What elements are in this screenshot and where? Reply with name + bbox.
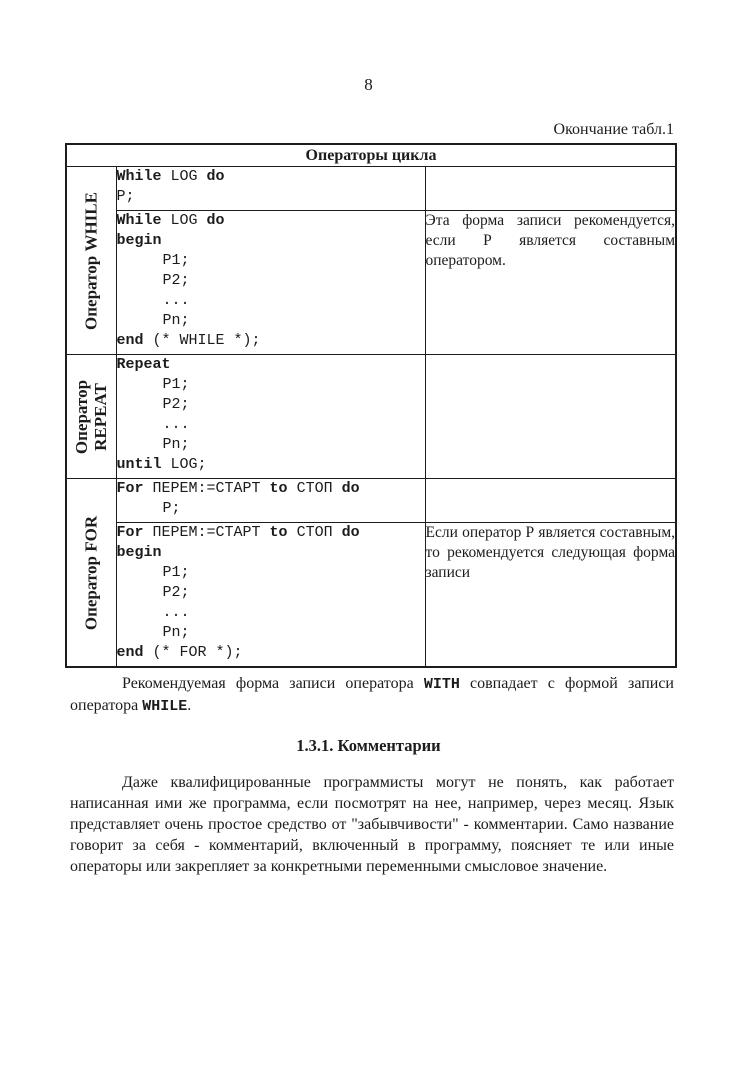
code-line: until LOG; [116, 456, 207, 473]
code-cell [116, 479, 425, 523]
table-row [66, 167, 676, 211]
keyword-while: WHILE [142, 698, 188, 715]
keyword-with: WITH [423, 676, 460, 693]
table-caption: Окончание табл.1 [553, 121, 674, 138]
table-row [66, 479, 676, 523]
table-row [66, 523, 676, 668]
section-title: 1.3.1. Комментарии [296, 736, 441, 755]
table-header: Операторы цикла [66, 144, 676, 167]
code-line: P; [116, 188, 135, 205]
code-line: ... [162, 292, 190, 309]
code-line: Pn; [162, 312, 190, 329]
code-line: ... [162, 604, 190, 621]
code-line: P; [162, 500, 181, 517]
code-line: P2; [162, 584, 190, 601]
table-row [66, 211, 676, 355]
code-line: P2; [162, 396, 190, 413]
code-line: end (* WHILE *); [116, 332, 261, 349]
table-row [66, 355, 676, 479]
code-line: P1; [162, 564, 190, 581]
code-line: While LOG do [116, 212, 225, 229]
code-line: begin [116, 232, 162, 249]
code-line: For ПЕРЕМ:=СТАРТ to СТОП do [116, 524, 360, 541]
code-line: For ПЕРЕМ:=СТАРТ to СТОП do [116, 480, 360, 497]
note-cell: Эта форма записи рекомендуется, если Р является составным оператором. [425, 211, 676, 355]
note-cell [425, 479, 676, 523]
code-line: Pn; [162, 624, 190, 641]
code-cell [116, 355, 425, 479]
code-line: P1; [162, 376, 190, 393]
code-cell [116, 523, 425, 668]
code-line: P2; [162, 272, 190, 289]
code-line: begin [116, 544, 162, 561]
paragraph-comments: Даже квалифицированные программисты могут не понять, как работает написанная ими же программа, если посмотрят на нее, например, через месяц. Язык представляет очень простое средство от "забывчивости" - комментарии. Само название говорит за себя - комментарий, включенный в программу, поясняет те или иные операторы или закрепляет за конкретными переменными смысловое значение. [70, 774, 674, 875]
code-line: end (* FOR *); [116, 644, 243, 661]
note-cell [425, 167, 676, 211]
loop-operators-table [65, 143, 677, 668]
paragraph-with-note: Рекомендуемая форма записи оператора WITH совпадает с формой записи оператора WHILE. [70, 675, 674, 715]
code-line: Repeat [116, 356, 171, 373]
code-cell [116, 167, 425, 211]
code-line: While LOG do [116, 168, 225, 185]
operator-group-label: Оператор FOR [66, 479, 116, 668]
code-line: ... [162, 416, 190, 433]
code-line: Pn; [162, 436, 190, 453]
operator-group-label: Оператор WHILE [66, 167, 116, 355]
note-cell: Если оператор Р является составным, то рекомендуется следующая форма записи [425, 523, 676, 668]
operator-group-label: Оператор REPEAT [66, 355, 116, 479]
code-line: P1; [162, 252, 190, 269]
page-number: 8 [364, 75, 373, 94]
code-cell [116, 211, 425, 355]
note-cell [425, 355, 676, 479]
